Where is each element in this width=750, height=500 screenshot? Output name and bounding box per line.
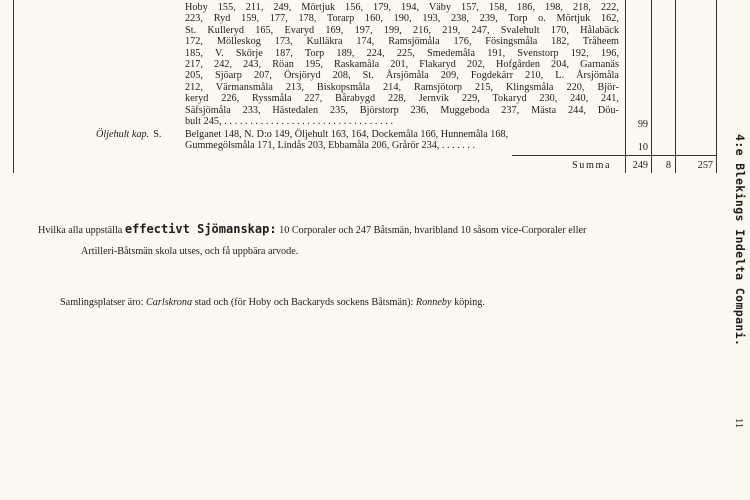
hoby-entries-text	[185, 2, 619, 127]
samling-post: köping.	[454, 297, 485, 308]
summa-rule	[512, 155, 716, 156]
oljehult-entries-text	[185, 129, 619, 152]
entry-line: 212, Värmansmåla 213, Biskopsmåla 214, Ramsjötorp 215, Klingsmåla 220, Björ-	[185, 81, 619, 93]
column-rule	[651, 0, 652, 173]
effective-paragraph	[38, 219, 718, 262]
samling-intro: Samlingsplatser äro:	[60, 297, 144, 308]
summa-257: 257	[697, 160, 713, 171]
entry-line: Säfsjömåla 233, Hästedalen 235, Björstorp 236, Muggeboda 237, Mästa 244, Döu-	[185, 104, 619, 116]
table-left-rule	[13, 0, 14, 173]
page-number: 11	[733, 418, 744, 429]
effective-term: effectivt Sjömanskap:	[124, 222, 277, 236]
entry-line: keryd 226, Ryssmåla 227, Bårabygd 228, Jernvik 229, Tokaryd 230, 240, 241,	[185, 93, 619, 105]
count-99: 99	[637, 119, 648, 130]
effective-counts: 10 Corporaler och 247 Båtsmän, hvaribland 10 såsom vice-Corporaler eller	[279, 225, 587, 236]
entry-line: 185, V. Skörje 187, Torp 189, 224, 225, Smedemåla 191, Svenstorp 192, 196,	[185, 47, 619, 59]
entry-line: Belganet 148, N. D:o 149, Öljehult 163, 164, Dockemåla 166, Hunnemåla 168,	[185, 129, 509, 140]
entry-line: 217, 242, 243, Röan 195, Raskamåla 201, Flakaryd 202, Hofgården 204, Garnanäs	[185, 59, 619, 71]
samling-city2: Ronneby	[415, 297, 452, 308]
effective-line2: Artilleri-Båtsmän skola utses, och få uppbära arvode.	[81, 246, 299, 257]
entry-line: bult 245, . . . . . . . . . . . . . . . . . . . . . . . . . . . . . . . . .	[185, 116, 394, 128]
entry-line: 205, Sjöarp 207, Örsjöryd 208, St. Årsjömåla 209, Fogdekärr 210, L. Årsjömåla	[185, 70, 619, 82]
summa-label: Summa	[572, 160, 612, 171]
entry-line: Gummegölsmåla 171, Lindås 203, Ebbamåla 206, Grårör 234, . . . . . . .	[185, 140, 476, 152]
samling-mid: stad och (för Hoby och Backaryds sockens Båtsmän):	[194, 297, 414, 308]
entry-line: 172, Mölleskog 173, Kulläkra 174, Ramsjömåla 176, Fösingsmåla 182, Tråheem	[185, 36, 619, 48]
side-running-title: 4:e Blekings Indelta Compani.	[733, 134, 747, 347]
summa-8: 8	[665, 160, 671, 171]
summa-249: 249	[632, 160, 648, 171]
column-rule	[675, 0, 676, 173]
entry-line: Hoby 155, 211, 249, Mörtjuk 156, 179, 194, Väby 157, 158, 186, 198, 218, 222,	[185, 2, 619, 13]
count-10: 10	[637, 142, 648, 153]
effective-intro: Hvilka alla uppställa	[38, 225, 123, 236]
column-rule	[716, 0, 717, 173]
samling-city1: Carlskrona	[146, 297, 193, 308]
parish-label	[96, 129, 161, 140]
entry-line: St. Kulleryd 165, Evaryd 169, 197, 199, 216, 219, 247, Svalehult 170, Hålabäck	[185, 24, 619, 36]
parish-name: Öljehult kap.	[96, 129, 150, 140]
entry-line: 223, Ryd 159, 177, 178, Torarp 160, 190, 193, 238, 239, Torp o. Mörtjuk 162,	[185, 13, 619, 25]
samling-paragraph	[60, 297, 720, 308]
parish-marker: S.	[153, 129, 162, 140]
